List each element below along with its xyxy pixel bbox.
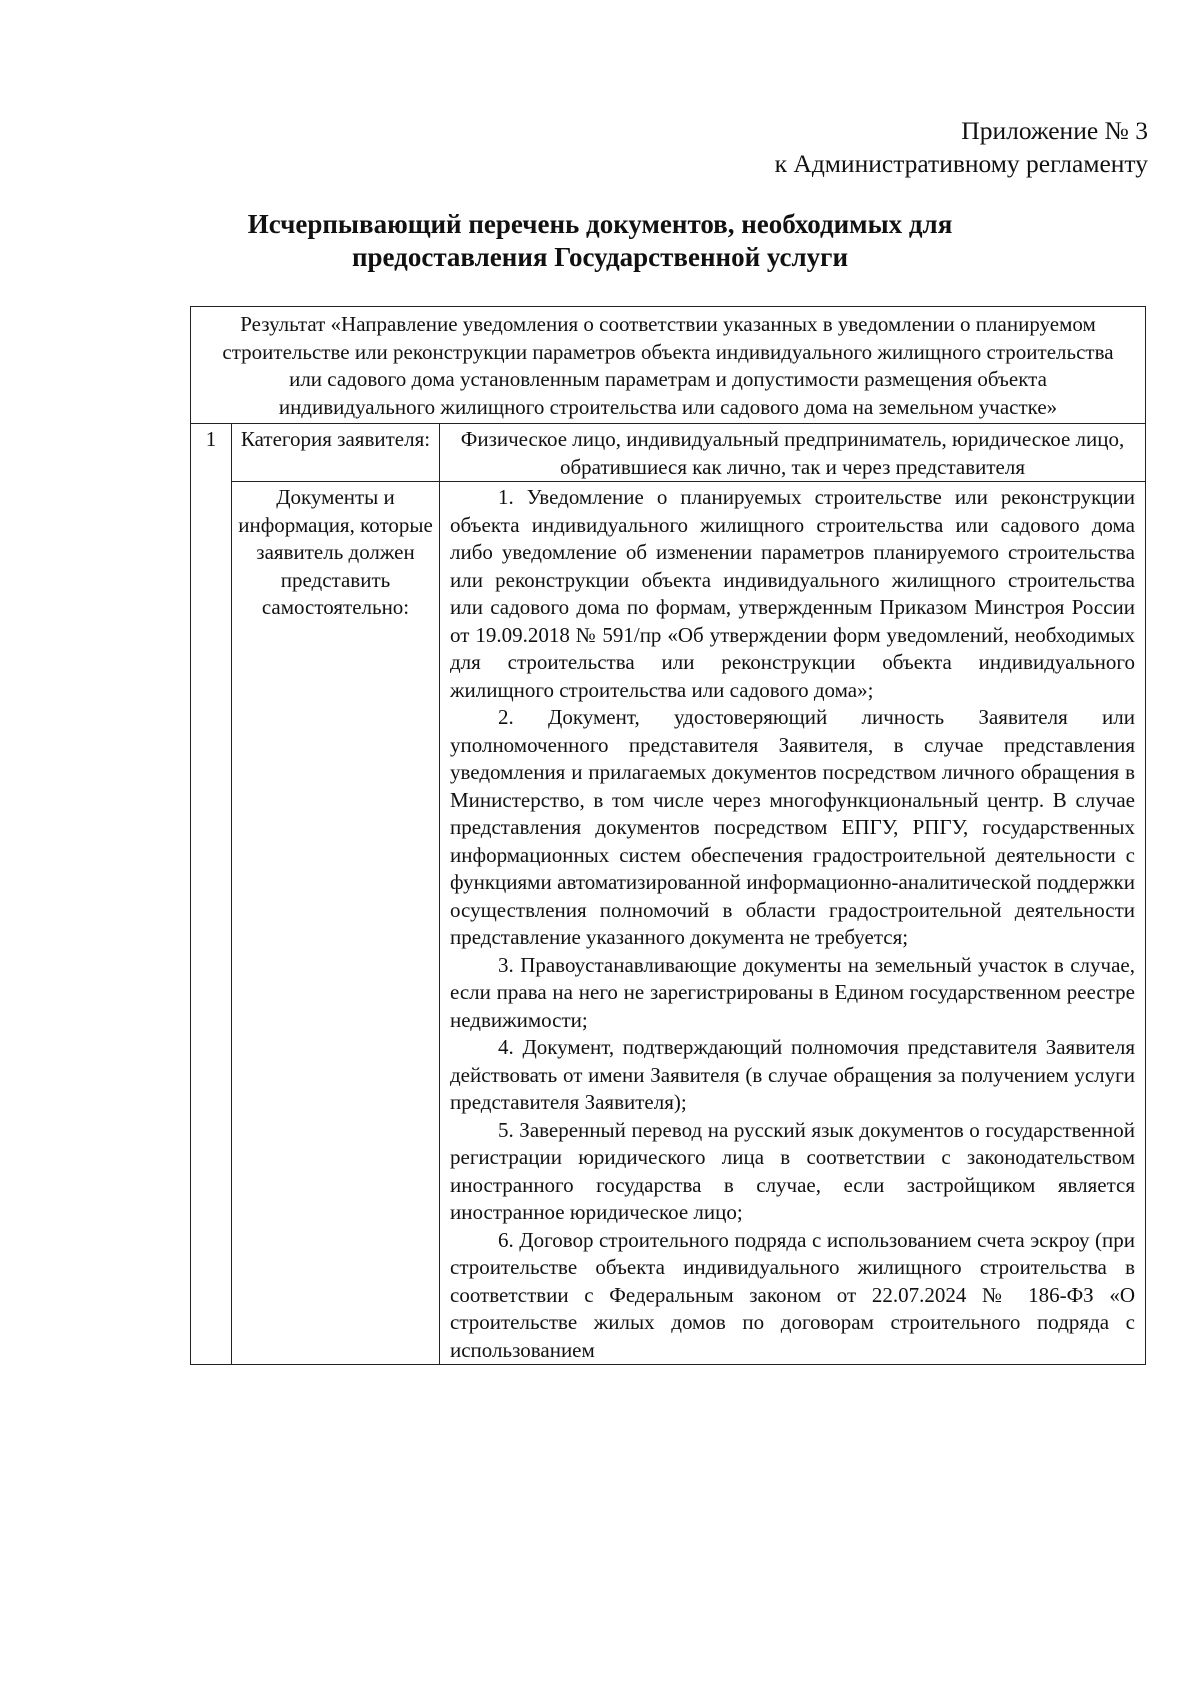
- appendix-reference: к Административному регламенту: [774, 149, 1148, 178]
- category-label: Категория заявителя:: [232, 424, 440, 482]
- document-item-6: 6. Договор строительного подряда с использованием счета эскроу (при строительстве объекта индивидуального жилищного строительства в соответствии с Федеральным законом от 22.07.2024 № 186-ФЗ «О строительстве жилых домов по договорам строительного подряда с использованием: [450, 1227, 1135, 1362]
- title-line-2: предоставления Государственной услуги: [351, 242, 849, 272]
- documents-label: Документы и информация, которые заявитель должен представить самостоятельно:: [232, 482, 440, 1365]
- document-item-4: 4. Документ, подтверждающий полномочия представителя Заявителя действовать от имени Заявителя (в случае обращения за получением услуги представителя Заявителя);: [450, 1035, 1135, 1114]
- result-row: [191, 307, 1146, 424]
- document-title: [150, 208, 1050, 274]
- result-cell: Результат «Направление уведомления о соответствии указанных в уведомлении о планируемом строительстве или реконструкции параметров объекта индивидуального жилищного строительства или садового дома установленным параметрам и допустимости размещения объекта индивидуального жилищного строительства или садового дома на земельном участке»: [191, 307, 1146, 424]
- documents-list: [440, 482, 1146, 1365]
- documents-row: [191, 482, 1146, 1365]
- category-value: Физическое лицо, индивидуальный предприниматель, юридическое лицо, обратившиеся как лично, так и через представителя: [440, 424, 1146, 482]
- documents-table: [190, 306, 1146, 1365]
- document-item-2: 2. Документ, удостоверяющий личность Заявителя или уполномоченного представителя Заявителя, в случае представления уведомления и прилагаемых документов посредством личного обращения в Министерство, в том числе через многофункциональный центр. В случае представления документов посредством ЕПГУ, РПГУ, государственных информационных систем обеспечения градостроительной деятельности с функциями автоматизированной информационно-аналитической поддержки осуществления полномочий в области градостроительной деятельности представление указанного документа не требуется;: [450, 705, 1135, 949]
- document-item-3: 3. Правоустанавливающие документы на земельный участок в случае, если права на него не зарегистрированы в Едином государственном реестре недвижимости;: [450, 952, 1135, 1032]
- document-item-1: 1. Уведомление о планируемых строительстве или реконструкции объекта индивидуального жилищного строительства или садового дома либо уведомление об изменении параметров планируемого строительства или реконструкции объекта индивидуального жилищного строительства или садового дома по формам, утвержденным Приказом Минстроя России от 19.09.2018 № 591/пр «Об утверждении форм уведомлений, необходимых для строительства или реконструкции объекта индивидуального жилищного строительства или садового дома»;: [450, 485, 1135, 702]
- appendix-number: Приложение № 3: [961, 116, 1148, 145]
- title-line-1: Исчерпывающий перечень документов, необходимых для: [247, 209, 953, 239]
- appendix-header: [775, 114, 1148, 180]
- document-item-5: 5. Заверенный перевод на русский язык документов о государственной регистрации юридического лица в соответствии с законодательством иностранного государства в случае, если застройщиком является иностранное юридическое лицо;: [450, 1117, 1135, 1224]
- row-number: 1: [191, 424, 232, 1365]
- category-row: [191, 424, 1146, 482]
